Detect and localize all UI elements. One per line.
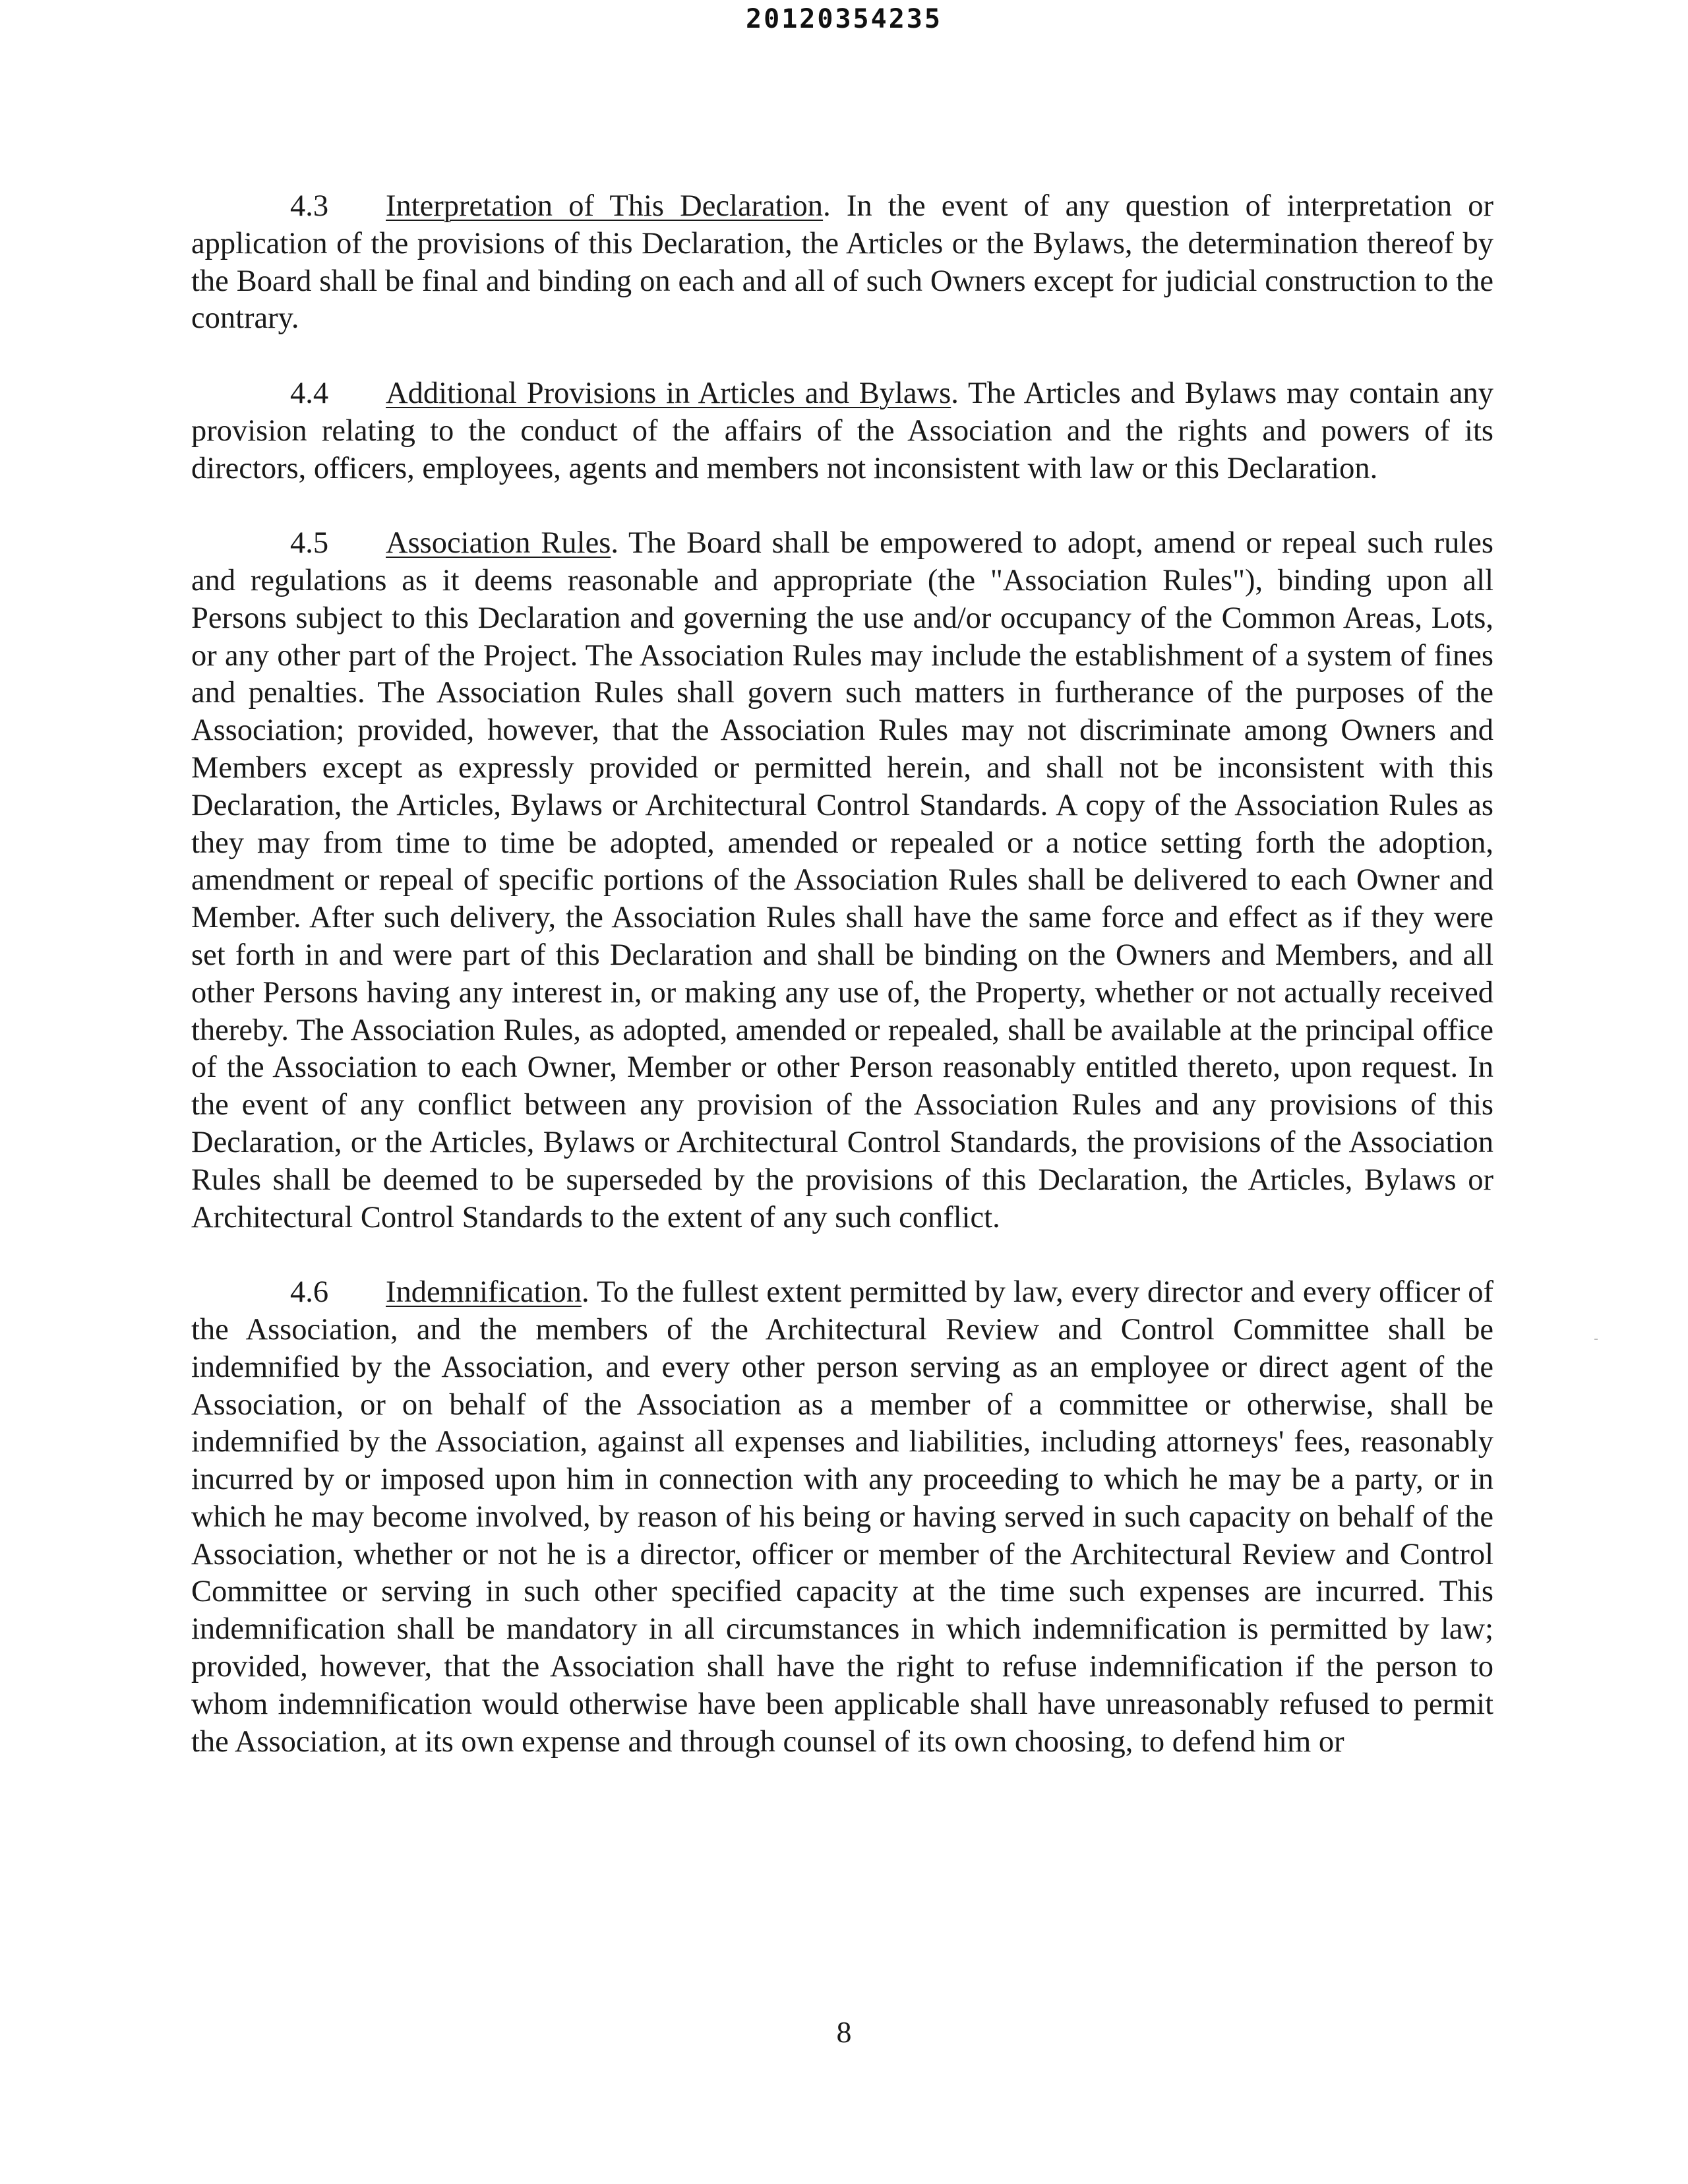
section-4-6 <box>191 1274 1493 1761</box>
section-text: . To the fullest extent permitted by law, every director and every officer of the Association, and the members of the Architectural Review and Control Committee shall be indemnified by the Association, and every other person serving as an employee or direct agent of the Association, or on behalf of the Association as a member of a committee or otherwise, shall be indemnified by the Association, against all expenses and liabilities, including attorneys' fees, reasonably incurred by or imposed upon him in connection with any proceeding to which he may be a party, or in which he may become involved, by reason of his being or having served in such capacity on behalf of the Association, whether or not he is a director, officer or member of the Architectural Review and Control Committee or serving in such other specified capacity at the time such expenses are incurred. This indemnification shall be mandatory in all circumstances in which indemnification is permitted by law; provided, however, that the Association shall have the right to refuse indemnification if the person to whom indemnification would otherwise have been applicable shall have unreasonably refused to permit the Association, at its own expense and through counsel of its own choosing, to defend him or <box>191 1275 1493 1759</box>
scan-artifact <box>1594 1339 1598 1340</box>
section-title: Indemnification <box>386 1275 582 1310</box>
document-body <box>191 188 1493 1798</box>
section-number: 4.5 <box>290 526 329 561</box>
section-4-3 <box>191 188 1493 338</box>
section-number: 4.4 <box>290 376 329 410</box>
page-number: 8 <box>836 2015 852 2049</box>
section-title: Association Rules <box>386 526 611 561</box>
section-number: 4.3 <box>290 189 329 223</box>
section-text: . The Board shall be empowered to adopt, amend or repeal such rules and regulations as it deems reasonable and appropriate (the "Association Rules"), binding upon all Persons subject to this Declaration and governing the use and/or occupancy of the Common Areas, Lots, or any other part of the Project. The Association Rules may include the establishment of a system of fines and penalties. The Association Rules shall govern such matters in furtherance of the purposes of the Association; provided, however, that the Association Rules may not discriminate among Owners and Members except as expressly provided or permitted herein, and shall not be inconsistent with this Declaration, the Articles, Bylaws or Architectural Control Standards. A copy of the Association Rules as they may from time to time be adopted, amended or repealed or a notice setting forth the adoption, amendment or repeal of specific portions of the Association Rules shall be delivered to each Owner and Member. After such delivery, the Association Rules shall have the same force and effect as if they were set forth in and were part of this Declaration and shall be binding on the Owners and Members, and all other Persons having any interest in, or making any use of, the Property, whether or not actually received thereby. The Association Rules, as adopted, amended or repealed, shall be available at the principal office of the Association to each Owner, Member or other Person reasonably entitled thereto, upon request. In the event of any conflict between any provision of the Association Rules and any provisions of this Declaration, or the Articles, Bylaws or Architectural Control Standards, the provisions of the Association Rules shall be deemed to be superseded by the provisions of this Declaration, the Articles, Bylaws or Architectural Control Standards to the extent of any such conflict. <box>191 526 1493 1234</box>
section-text: . The Articles and Bylaws may contain any provision relating to the conduct of the affairs of the Association and the rights and powers of its directors, officers, employees, agents and members not inconsistent with law or this Declaration. <box>191 376 1493 485</box>
section-text: . In the event of any question of interpretation or application of the provisions of this Declaration, the Articles or the Bylaws, the determination thereof by the Board shall be final and binding on each and all of such Owners except for judicial construction to the contrary. <box>191 189 1494 336</box>
section-4-5 <box>191 525 1493 1236</box>
section-title: Interpretation of This Declaration <box>386 189 824 223</box>
section-number: 4.6 <box>290 1275 329 1310</box>
document-number: 20120354235 <box>746 4 942 34</box>
section-4-4 <box>191 375 1493 487</box>
section-title: Additional Provisions in Articles and Bylaws <box>386 376 951 410</box>
